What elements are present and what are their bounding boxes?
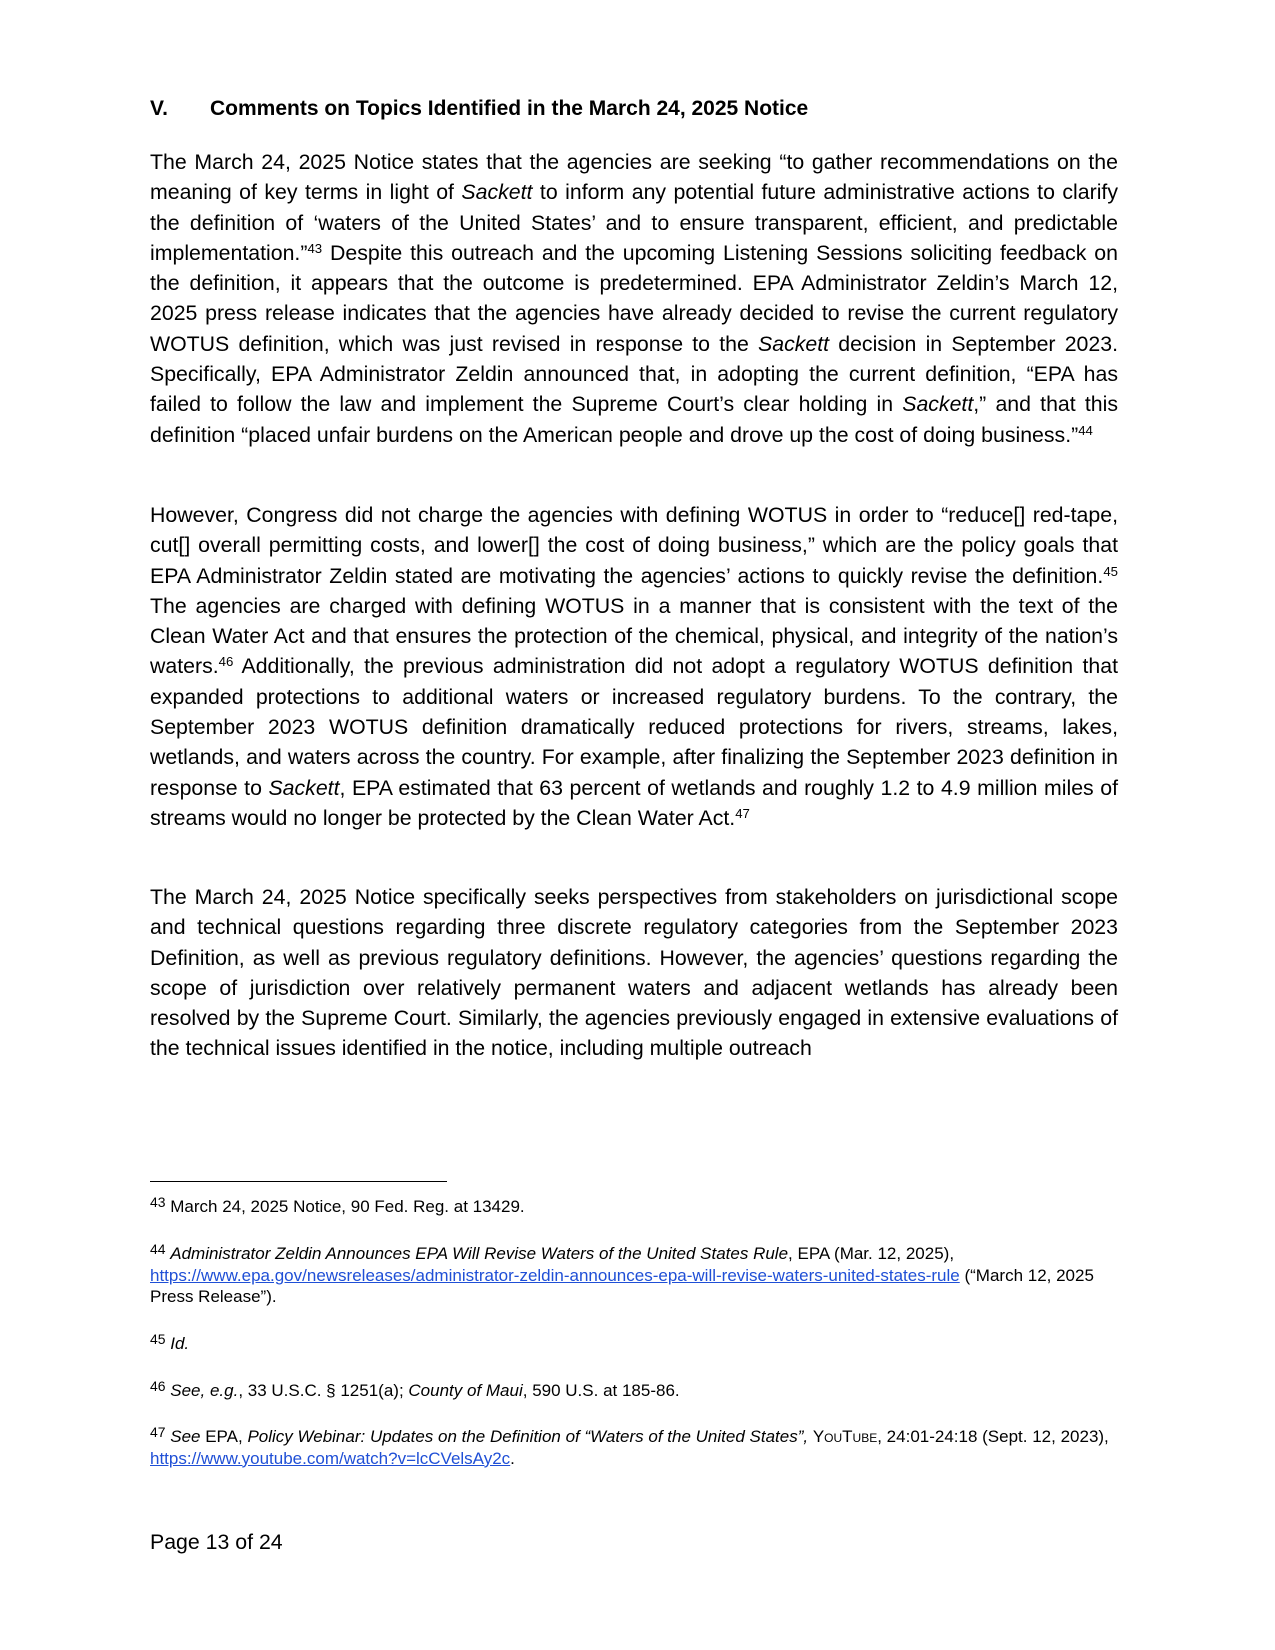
footnote-ref-43[interactable]: 43: [307, 240, 323, 256]
footnote-45: $^{45}$ Id.: [150, 1331, 190, 1353]
footnote-46: $^{46}$ See, e.g., 33 U.S.C. § 1251(a); County of Maui, 590 U.S. at 185-86.: [150, 1378, 680, 1400]
footnote-43: $^{43}$ March 24, 2025 Notice, 90 Fed. Reg. at 13429.: [150, 1194, 525, 1216]
footnote-44-link[interactable]: https://www.epa.gov/newsreleases/administrator-zeldin-announces-epa-will-revise-waters-united-states-rule: [150, 1265, 960, 1285]
footnote-47: $^{47}$ See EPA, Policy Webinar: Updates on the Definition of “Waters of the United States”, YouTube, 24:01-24:18 (Sept. 12, 2023), https://www.youtube.com/watch?v=lcCVelsAy2c.: [150, 1424, 1109, 1468]
paragraph-1: The March 24, 2025 Notice states that the agencies are seeking “to gather recommendations on the meaning of key terms in light of Sackett to inform any potential future administrative actions to clarify the definition of ‘waters of the United States’ and to ensure transparent, efficient, and predictable implementation.”$^{43}$ Despite this outreach and the upcoming Listening Sessions soliciting feedback on the definition, it appears that the outcome is predetermined. EPA Administrator Zeldin’s March 12, 2025 press release indicates that the agencies have already decided to revise the current regulatory WOTUS definition, which was just revised in response to the Sackett decision in September 2023. Specifically, EPA Administrator Zeldin announced that, in adopting the current definition, “EPA has failed to follow the law and implement the Supreme Court’s clear holding in Sackett,” and that this definition “placed unfair burdens on the American people and drove up the cost of doing business.”$^{44}$: [150, 150, 1118, 447]
footnote-divider: [150, 1181, 447, 1182]
footnote-ref-46[interactable]: 46: [218, 654, 234, 670]
section-title: Comments on Topics Identified in the March 24, 2025 Notice: [210, 97, 809, 120]
footnote-47-link[interactable]: https://www.youtube.com/watch?v=lcCVelsAy2c: [150, 1448, 511, 1468]
footnote-ref-45[interactable]: 45: [1103, 563, 1118, 579]
footnote-ref-47[interactable]: 47: [735, 805, 750, 821]
footnote-44: $^{44}$ Administrator Zeldin Announces EPA Will Revise Waters of the United States Rule, EPA (Mar. 12, 2025), https://www.epa.gov/newsreleases/administrator-zeldin-announces-epa-will-revise-waters-united-states-rule (“March 12, 2025 Press Release”).: [150, 1241, 1094, 1306]
page-number: Page 13 of 24: [150, 1530, 283, 1554]
section-heading: [150, 97, 808, 121]
paragraph-2: However, Congress did not charge the agencies with defining WOTUS in order to “reduce[] red-tape, cut[] overall permitting costs, and lower[] the cost of doing business,” which are the policy goals that EPA Administrator Zeldin stated are motivating the agencies’ actions to quickly revise the definition.$^{45}$ The agencies are charged with defining WOTUS in a manner that is consistent with the text of the Clean Water Act and that ensures the protection of the chemical, physical, and integrity of the nation’s waters.$^{46}$ Additionally, the previous administration did not adopt a regulatory WOTUS definition that expanded protections to additional waters or increased regulatory burdens. To the contrary, the September 2023 WOTUS definition dramatically reduced protections for rivers, streams, lakes, wetlands, and waters across the country. For example, after finalizing the September 2023 definition in response to Sackett, EPA estimated that 63 percent of wetlands and roughly 1.2 to 4.9 million miles of streams would no longer be protected by the Clean Water Act.$^{47}$: [150, 503, 1118, 830]
paragraph-3: The March 24, 2025 Notice specifically seeks perspectives from stakeholders on jurisdictional scope and technical questions regarding three discrete regulatory categories from the September 2023 Definition, as well as previous regulatory definitions. However, the agencies’ questions regarding the scope of jurisdiction over relatively permanent waters and adjacent wetlands has already been resolved by the Supreme Court. Similarly, the agencies previously engaged in extensive evaluations of the technical issues identified in the notice, including multiple outreach: [150, 885, 1118, 1061]
footnote-ref-44[interactable]: 44: [1078, 422, 1093, 438]
section-number: V.: [150, 97, 168, 120]
